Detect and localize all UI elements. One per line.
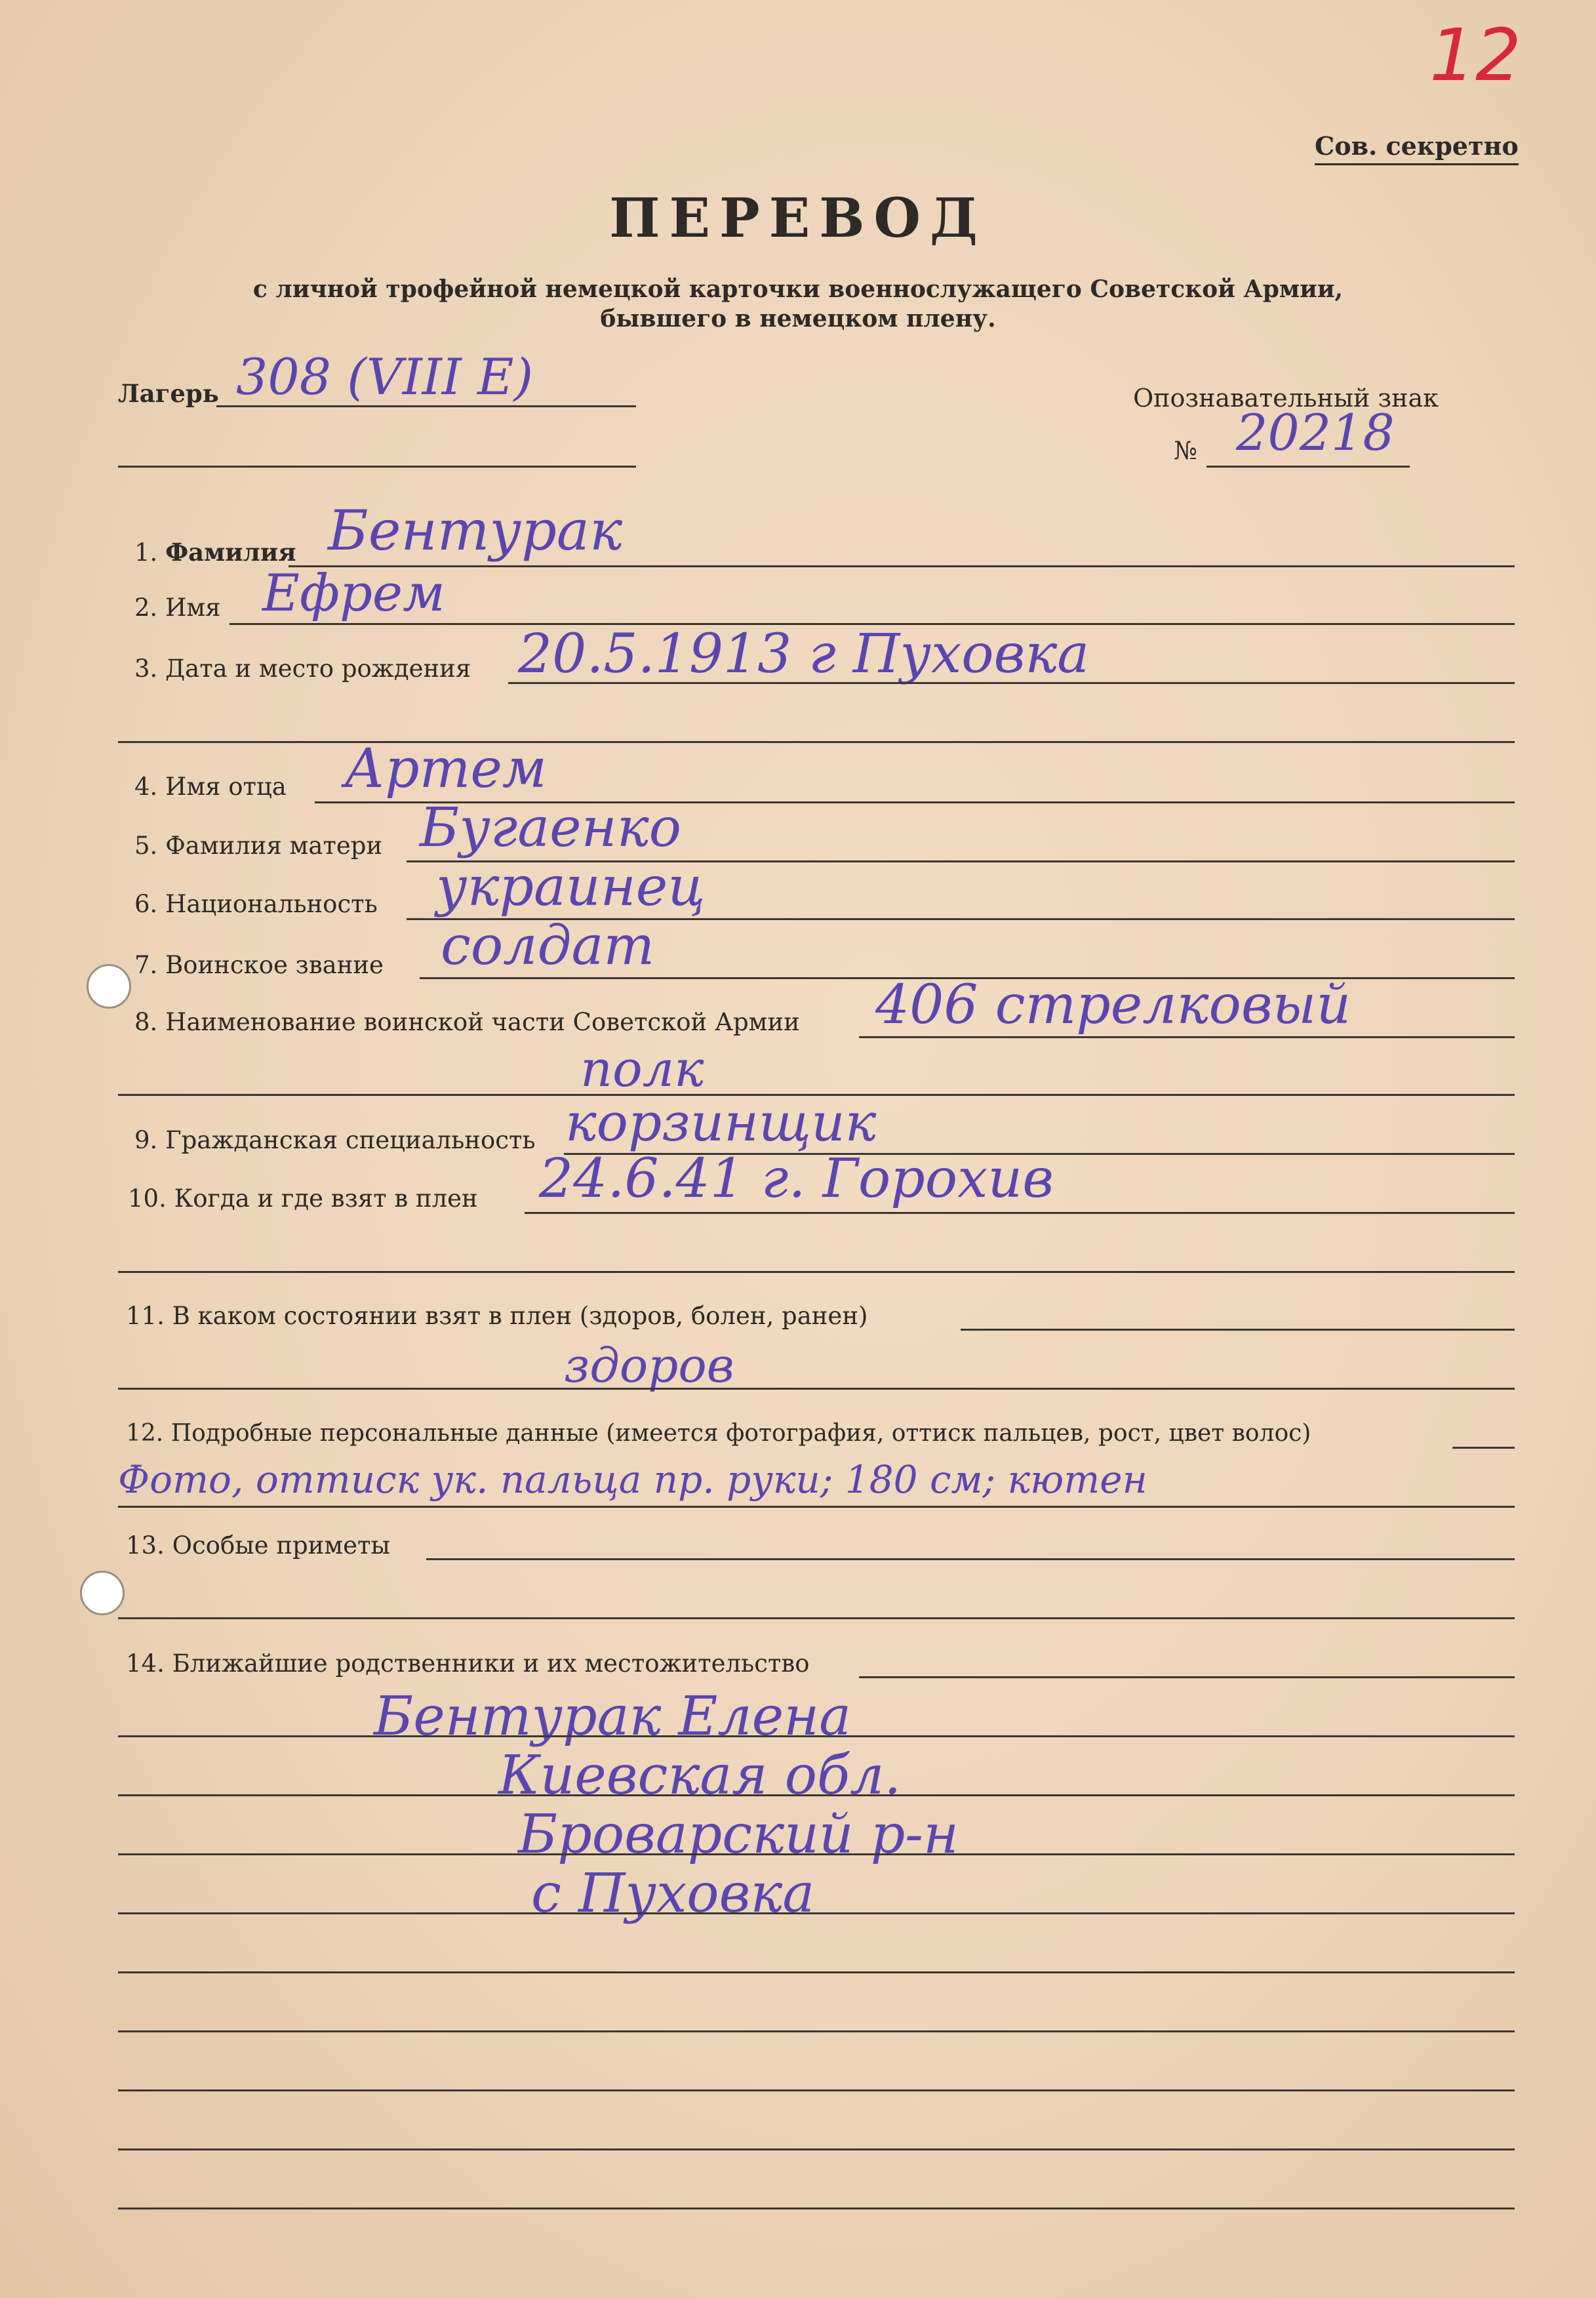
field-11-num: 11. bbox=[126, 1302, 165, 1330]
relatives-underline-4 bbox=[118, 1912, 1515, 1914]
field-3-label bbox=[134, 655, 471, 683]
field-7-name: Воинское звание bbox=[165, 951, 384, 979]
field-10-underline bbox=[525, 1212, 1515, 1214]
field-1-value: Бентурак bbox=[328, 498, 623, 563]
field-4-num: 4. bbox=[134, 773, 158, 801]
field-14-underline bbox=[859, 1676, 1515, 1678]
field-10-underline-2 bbox=[118, 1271, 1515, 1273]
field-6-name: Национальность bbox=[165, 890, 378, 918]
field-5-value: Бугаенко bbox=[420, 797, 682, 859]
field-7-label bbox=[134, 951, 384, 979]
id-tag-label: Опознавательный знак bbox=[1133, 384, 1439, 413]
camp-underline bbox=[216, 405, 636, 407]
field-10-value: 24.6.41 г. Горохив bbox=[539, 1148, 1054, 1210]
page-title: ПЕРЕВОД bbox=[609, 187, 987, 250]
id-tag-underline bbox=[1207, 466, 1410, 468]
field-12-num: 12. bbox=[126, 1420, 164, 1447]
field-6-value: украинец bbox=[436, 856, 706, 918]
field-13-num: 13. bbox=[126, 1531, 165, 1560]
relative-line-1: Бентурак Елена bbox=[374, 1685, 852, 1748]
field-8-value-continued: полк bbox=[580, 1039, 704, 1098]
field-13-underline bbox=[426, 1558, 1515, 1560]
camp-label: Лагерь bbox=[118, 379, 219, 408]
field-4-value: Артем bbox=[344, 738, 547, 800]
field-11-label bbox=[126, 1302, 868, 1330]
field-14-num: 14. bbox=[126, 1649, 165, 1678]
relatives-underline-3 bbox=[118, 1853, 1515, 1855]
field-1-label bbox=[134, 538, 296, 567]
blank-line-3 bbox=[118, 2089, 1515, 2091]
field-2-label bbox=[134, 594, 220, 622]
field-8-underline bbox=[859, 1036, 1515, 1038]
field-9-num: 9. bbox=[134, 1126, 158, 1154]
field-12-underline bbox=[1452, 1447, 1515, 1449]
field-5-name: Фамилия матери bbox=[165, 832, 383, 860]
field-11-underline-2 bbox=[118, 1388, 1515, 1390]
id-tag-value: 20218 bbox=[1236, 403, 1395, 462]
id-tag-no-label: № bbox=[1174, 436, 1197, 465]
field-4-name: Имя отца bbox=[165, 773, 287, 801]
field-3-value: 20.5.1913 г Пуховка bbox=[518, 623, 1090, 685]
relative-line-2: Киевская обл. bbox=[498, 1744, 902, 1807]
field-8-value: 406 стрелковый bbox=[875, 974, 1351, 1036]
camp-underline-2 bbox=[118, 466, 636, 468]
field-2-name: Имя bbox=[165, 594, 221, 622]
field-3-num: 3. bbox=[134, 655, 158, 683]
punch-hole-top bbox=[87, 964, 131, 1009]
field-5-num: 5. bbox=[134, 832, 158, 860]
field-13-label bbox=[126, 1531, 390, 1560]
field-5-label bbox=[134, 832, 382, 860]
relatives-underline-1 bbox=[118, 1735, 1515, 1737]
field-3-name: Дата и место рождения bbox=[165, 655, 471, 683]
field-9-label bbox=[134, 1126, 536, 1154]
field-11-name: В каком состоянии взят в плен (здоров, болен, ранен) bbox=[172, 1302, 868, 1330]
field-3-underline bbox=[508, 682, 1515, 684]
field-12-name: Подробные персональные данные (имеется фотография, оттиск пальцев, рост, цвет волос) bbox=[170, 1420, 1311, 1447]
field-12-label bbox=[126, 1420, 1311, 1447]
field-14-label bbox=[126, 1649, 810, 1678]
relative-line-4: с Пуховка bbox=[531, 1863, 815, 1925]
camp-value: 308 (VIII E) bbox=[236, 348, 534, 406]
field-4-label bbox=[134, 773, 287, 801]
field-7-value: солдат bbox=[441, 915, 655, 977]
field-10-name: Когда и где взят в плен bbox=[174, 1184, 478, 1213]
page-number: 12 bbox=[1429, 13, 1521, 97]
field-1-underline bbox=[289, 565, 1515, 567]
field-8-num: 8. bbox=[134, 1008, 158, 1036]
blank-line-1 bbox=[118, 1971, 1515, 1973]
field-6-num: 6. bbox=[134, 890, 158, 918]
blank-line-2 bbox=[118, 2030, 1515, 2032]
field-13-underline-2 bbox=[118, 1617, 1515, 1619]
field-2-num: 2. bbox=[134, 594, 158, 622]
field-2-value: Ефрем bbox=[262, 564, 445, 623]
field-14-name: Ближайшие родственники и их местожительство bbox=[172, 1649, 810, 1678]
field-10-label bbox=[128, 1184, 478, 1213]
field-11-underline bbox=[961, 1329, 1515, 1331]
field-11-value: здоров bbox=[564, 1338, 734, 1393]
punch-hole-bottom bbox=[80, 1571, 125, 1615]
field-8-label bbox=[134, 1008, 800, 1036]
field-9-name: Гражданская специальность bbox=[165, 1126, 536, 1154]
subtitle-line-1: с личной трофейной немецкой карточки военнослужащего Советской Армии, bbox=[252, 275, 1344, 303]
subtitle-line-2: бывшего в немецком плену. bbox=[600, 305, 996, 333]
blank-line-4 bbox=[118, 2148, 1515, 2150]
field-9-value: корзинщик bbox=[565, 1092, 877, 1153]
field-10-num: 10. bbox=[128, 1184, 167, 1213]
classification-label: Сов. секретно bbox=[1315, 131, 1519, 165]
field-7-num: 7. bbox=[134, 951, 158, 979]
field-6-label bbox=[134, 890, 378, 918]
field-12-value: Фото, оттиск ук. пальца пр. руки; 180 см; кютен bbox=[118, 1457, 1147, 1502]
field-1-num: 1. bbox=[134, 538, 158, 567]
relative-line-3: Броварский р-н bbox=[518, 1804, 959, 1866]
field-13-name: Особые приметы bbox=[172, 1531, 390, 1560]
blank-line-5 bbox=[118, 2207, 1515, 2209]
field-12-underline-2 bbox=[118, 1506, 1515, 1508]
field-1-name: Фамилия bbox=[165, 538, 296, 567]
field-8-name: Наименование воинской части Советской Армии bbox=[165, 1008, 800, 1036]
relatives-underline-2 bbox=[118, 1794, 1515, 1796]
field-3-underline-2 bbox=[118, 741, 1515, 743]
